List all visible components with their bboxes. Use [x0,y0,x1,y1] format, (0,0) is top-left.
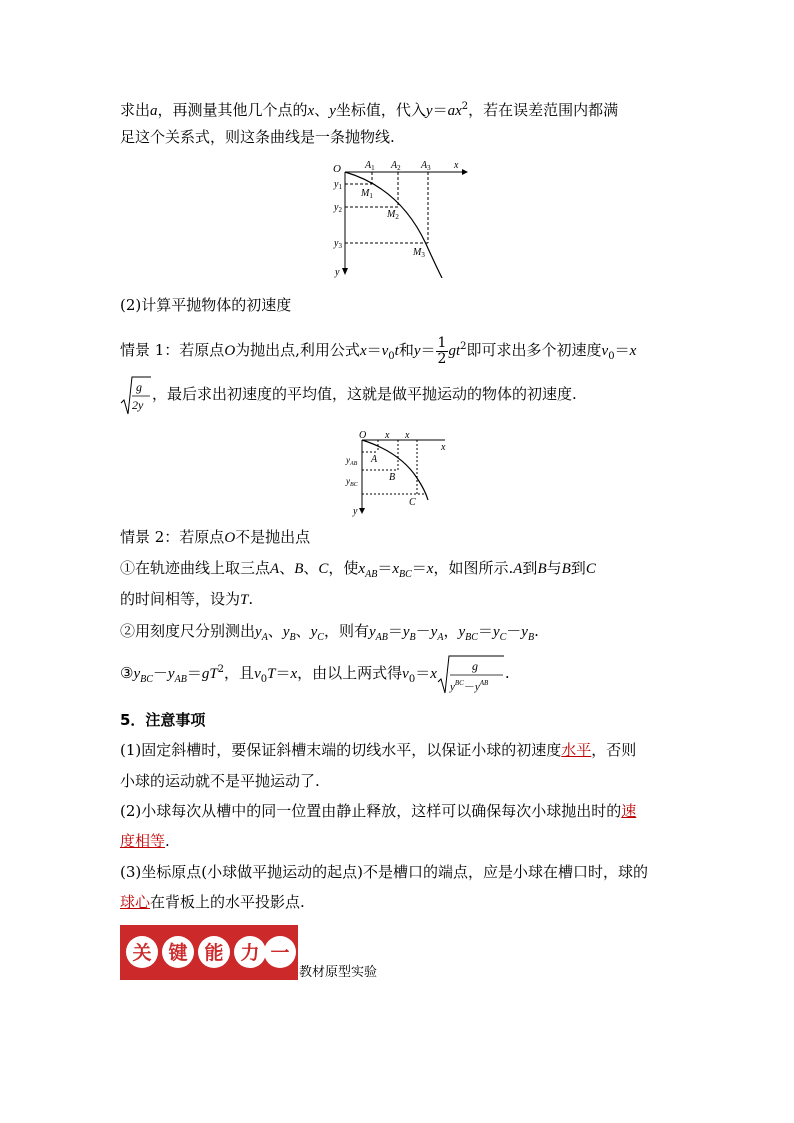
text: x [629,343,637,359]
text: 不是抛出点 [235,528,311,546]
sec5-p3: (3)坐标原点(小球做平抛运动的起点)不是槽口的端点，应是小球在槽口时，球的 [120,863,648,881]
sqrt-formula [437,652,505,696]
fig2-point-A: A [371,454,378,465]
fig1-M3: $M_3$ [413,247,425,259]
case2-title [120,527,310,548]
fig2-yBC: $y_{BC}$ [346,476,358,488]
fig1-A2: $A_2$ [391,160,401,172]
case2-step1: ①在轨迹曲线上取三点A、B、C，使$x_{AB}=x_{BC}=x$，如图所示.A到B与B到C [120,559,596,580]
fig1-M2: $M_2$ [387,209,399,221]
sec5-p3-line2: 球心在背板上的水平投影点. [120,893,305,911]
case1-line1 [120,333,636,371]
text: 即可求出多个初速度 [466,341,602,359]
text: 0 [608,351,615,362]
fig2-x-tick: x [405,430,410,441]
badge-char: 力 [240,943,260,964]
text: ＝ [614,341,630,359]
text: ，最后求出初速度的平均值，这就是做平抛运动的物体的初速度. [152,385,577,403]
text: y [413,343,421,359]
figure-2-trajectory [345,428,455,518]
case2-step3: $③y_{BC}-y_{AB}=gT^2$，且$v_0T=x$，由以上两式得$v_0=x$ g $y^{BC}-y^{AB}$ . [120,648,510,702]
svg-text:yBC－yAB: $y^{BC}-y^{AB}$ [449,679,489,693]
text: 和 [398,341,414,359]
badge-char: 键 [168,943,188,964]
fig2-x-tick: x [385,430,390,441]
badge-caption: 教材原型实验 [299,965,378,980]
text: ，再测量其他几个点的 [157,101,308,119]
sec5-title: 5．注意事项 [120,711,206,729]
badge-char: 一 [270,943,290,964]
text: y [425,103,433,119]
fig2-yAB: $y_{AB}$ [346,455,358,467]
text: a [150,103,158,119]
text: 、 [314,101,330,119]
text: 情景 1：若原点 [120,341,225,359]
text: g [448,343,456,359]
sec5-p2: (2)小球每次从槽中的同一位置由静止释放，这样可以确保每次小球抛出时的速 [120,802,637,820]
text: 坐标值，代入 [335,101,426,119]
para1-line1 [120,97,618,121]
fraction-half: $\frac{1}{2}$ [437,334,447,367]
fig1-curve [345,172,442,278]
text: O [224,530,236,546]
fig2-point-C: C [409,497,416,508]
sec5-p2-line2: 度相等. [120,832,170,850]
fig1-y-label: y [335,267,340,278]
badge-circles [120,925,298,980]
sec5-p1: (1)固定斜槽时，要保证斜槽末端的切线水平，以保证小球的初速度水平，否则 [120,741,637,759]
fig2-y-arrow [359,508,365,514]
fig1-M1: $M_1$ [361,188,373,200]
fig2-point-B: B [389,472,396,483]
fig2-x-label: x [441,442,446,453]
case1-line2 [120,372,577,417]
text: O [224,343,236,359]
fig1-origin: O [333,163,341,175]
text: y [329,103,336,119]
text: ，若在误差范围内都满 [468,101,619,119]
fig2-origin: O [359,430,367,441]
case2-step2: ②用刻度尺分别测出$y_A$、$y_B$、$y_C$，则有$y_{AB}=y_B-y_A$，$y_{BC}=y_C-y_B$. [120,622,539,643]
section-badge [120,925,298,980]
para1-line2: 足这个关系式，则这条曲线是一条抛物线. [120,128,395,146]
text: ＝ [366,341,382,359]
fig1-x-arrow [462,169,468,175]
text: v [381,343,389,359]
text: 为抛出点,利用公式 [235,341,360,359]
fig1-y1: $y_1$ [334,179,342,191]
fig1-y-arrow [342,268,348,275]
text: ＝ [420,341,436,359]
svg-text:g: g [471,659,478,673]
text: 0 [388,351,395,362]
badge-char: 能 [204,943,224,964]
fig1-A3: $A_3$ [421,160,431,172]
case2-step1-line2: 的时间相等，设为T. [120,590,254,608]
figure-1-trajectory [330,158,470,278]
text: ＝ [432,101,448,119]
text: x [359,343,367,359]
sec2-title: (2)计算平抛物体的初速度 [120,296,292,314]
text: 情景 2：若原点 [120,528,225,546]
badge-char: 关 [132,943,152,964]
text: t [455,343,461,359]
fig1-A1: $A_1$ [365,160,375,172]
text: 求出 [120,101,151,119]
text: x [307,103,315,119]
text: v [601,343,609,359]
fig1-x-label: x [454,160,459,171]
sqrt-g-over-2y [120,373,152,417]
fig1-y2: $y_2$ [334,202,342,214]
svg-text:2y: 2y [132,398,144,412]
fig2-y-label: y [353,506,358,517]
text: t [394,343,399,359]
text: ax [447,103,462,119]
svg-text:g: g [136,380,142,394]
text: 2 [460,341,467,352]
text: 2 [461,101,469,112]
fig1-y3: $y_3$ [334,238,342,250]
sec5-p1-line2: 小球的运动就不是平抛运动了. [120,772,320,790]
